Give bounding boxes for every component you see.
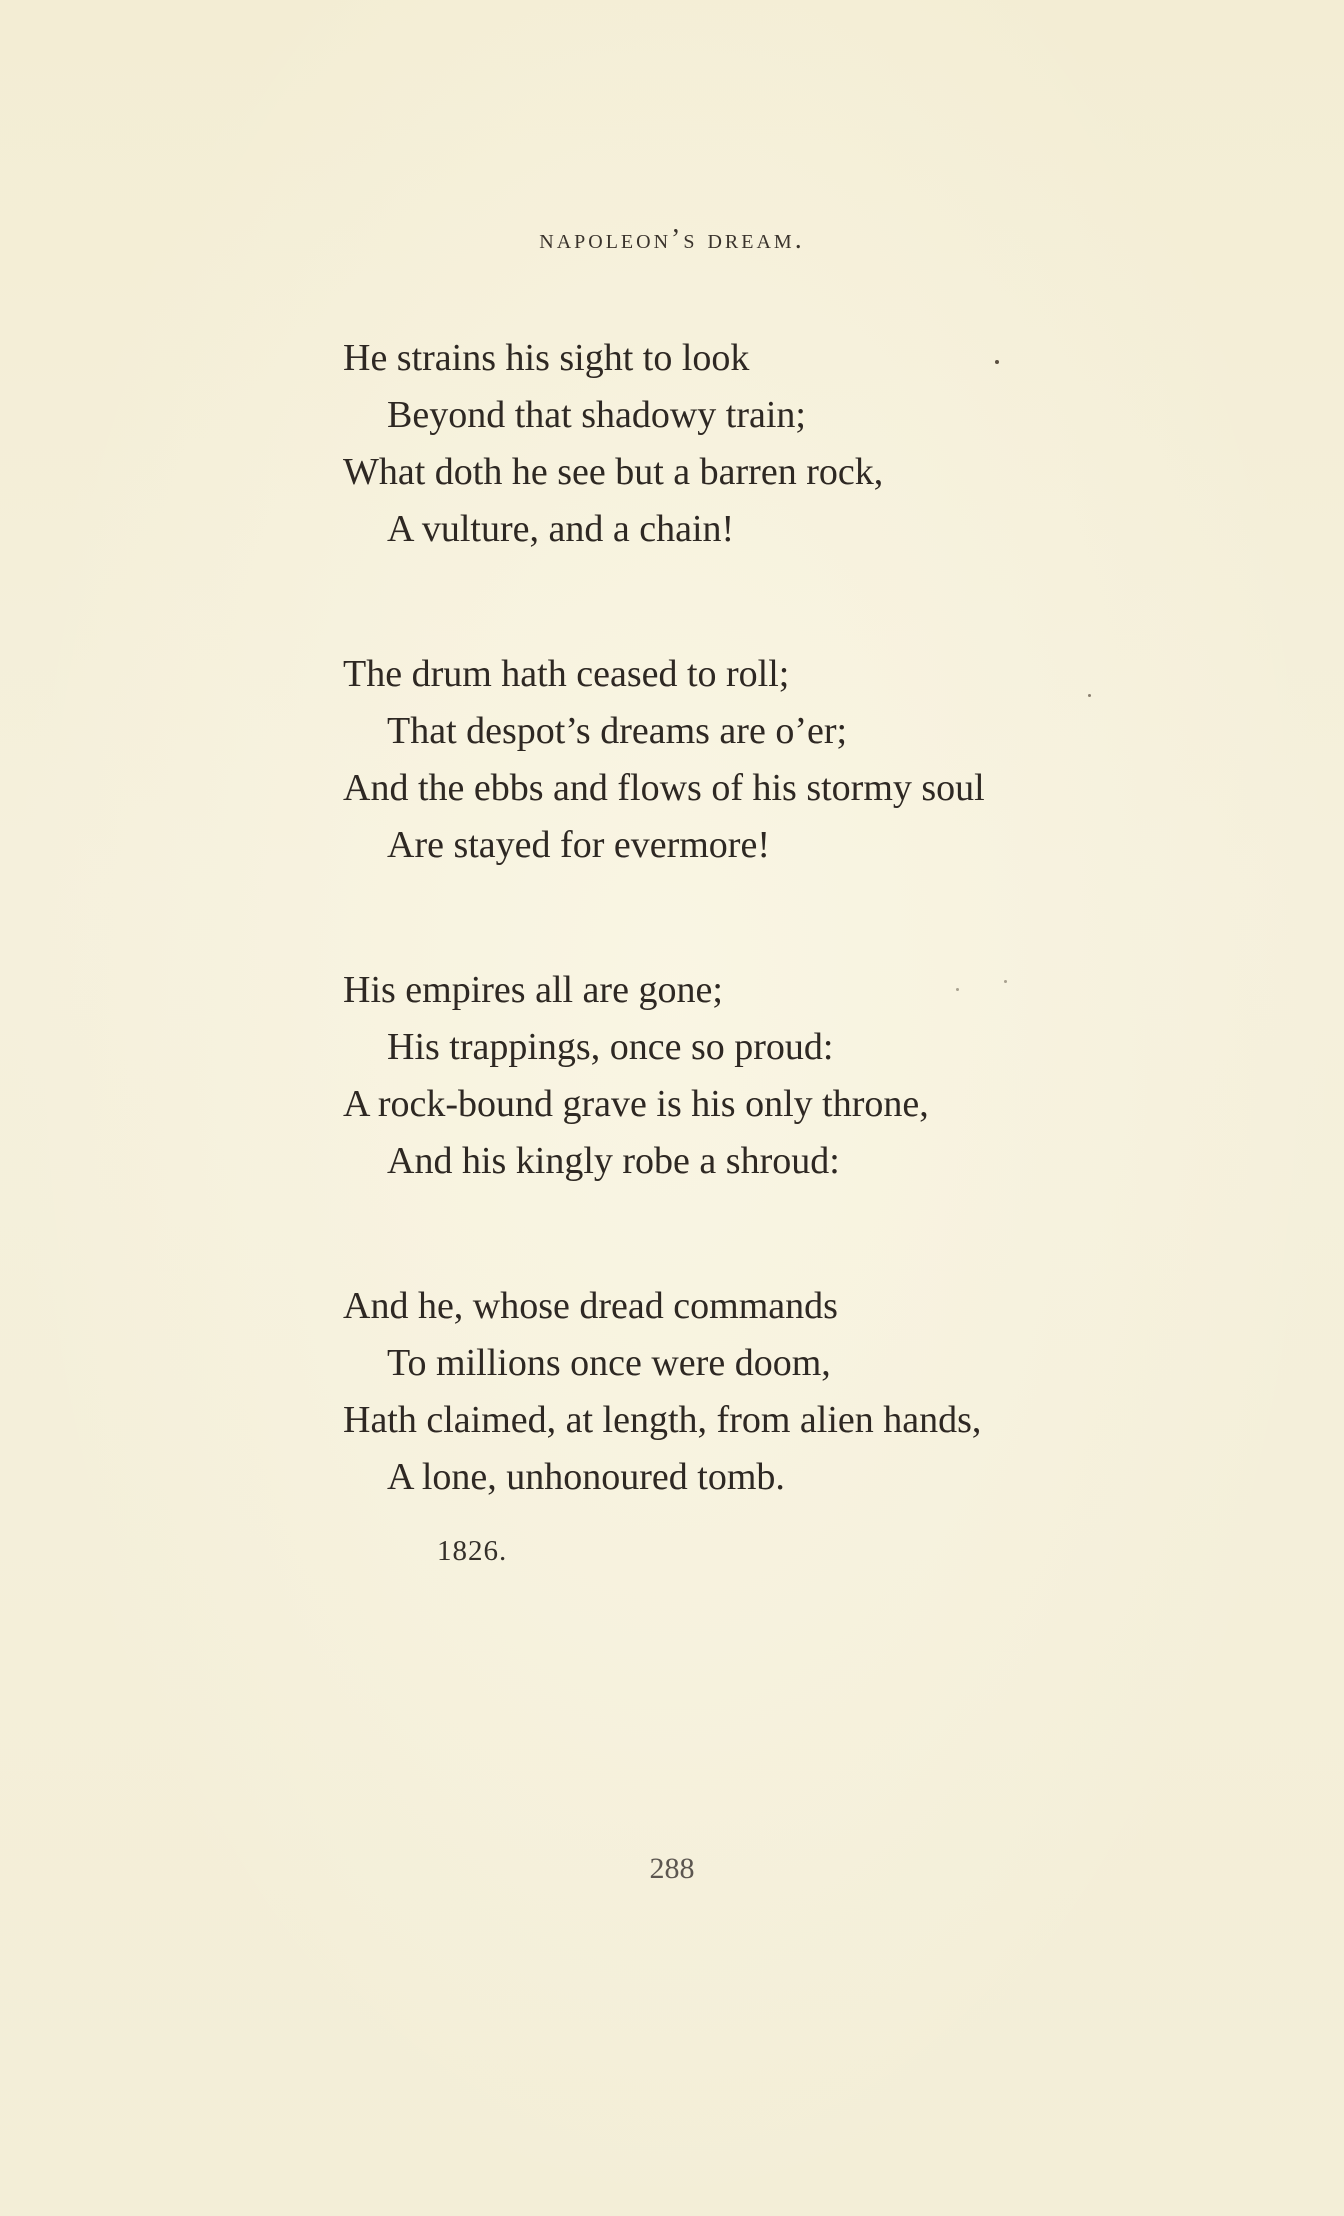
poem-line: A lone, unhonoured tomb. — [387, 1456, 785, 1498]
poem-line: The drum hath ceased to roll; — [343, 653, 790, 695]
paper-speck — [956, 988, 959, 991]
poem-line: His trappings, once so proud: — [387, 1026, 834, 1068]
poem-line: Beyond that shadowy train; — [387, 394, 806, 436]
stanza-3 — [343, 962, 1243, 1190]
stanza-2 — [343, 646, 1243, 874]
poem-line: He strains his sight to look — [343, 337, 750, 379]
paper-speck — [995, 360, 999, 364]
poem-body — [343, 330, 1243, 1506]
poem-line: What doth he see but a barren rock, — [343, 451, 884, 493]
poem-line: A rock-bound grave is his only throne, — [343, 1083, 929, 1125]
poem-line: Are stayed for evermore! — [387, 824, 770, 866]
poem-line: A vulture, and a chain! — [387, 508, 735, 550]
poem-line: His empires all are gone; — [343, 969, 723, 1011]
paper-speck — [1088, 694, 1091, 697]
page-number: 288 — [649, 1852, 695, 1885]
stanza-1 — [343, 330, 1243, 558]
stanza-4 — [343, 1278, 1243, 1506]
poem-date: 1826. — [437, 1535, 508, 1567]
poem-line: Hath claimed, at length, from alien hands, — [343, 1399, 982, 1441]
poem-line: And the ebbs and flows of his stormy soul — [343, 767, 985, 809]
paper-speck — [1004, 980, 1007, 983]
poem-line: To millions once were doom, — [387, 1342, 831, 1384]
poem-line: And his kingly robe a shroud: — [387, 1140, 840, 1182]
poem-line: That despot’s dreams are o’er; — [387, 710, 848, 752]
poem-line: And he, whose dread commands — [343, 1285, 838, 1327]
running-head: napoleon’s dream. — [539, 224, 805, 255]
